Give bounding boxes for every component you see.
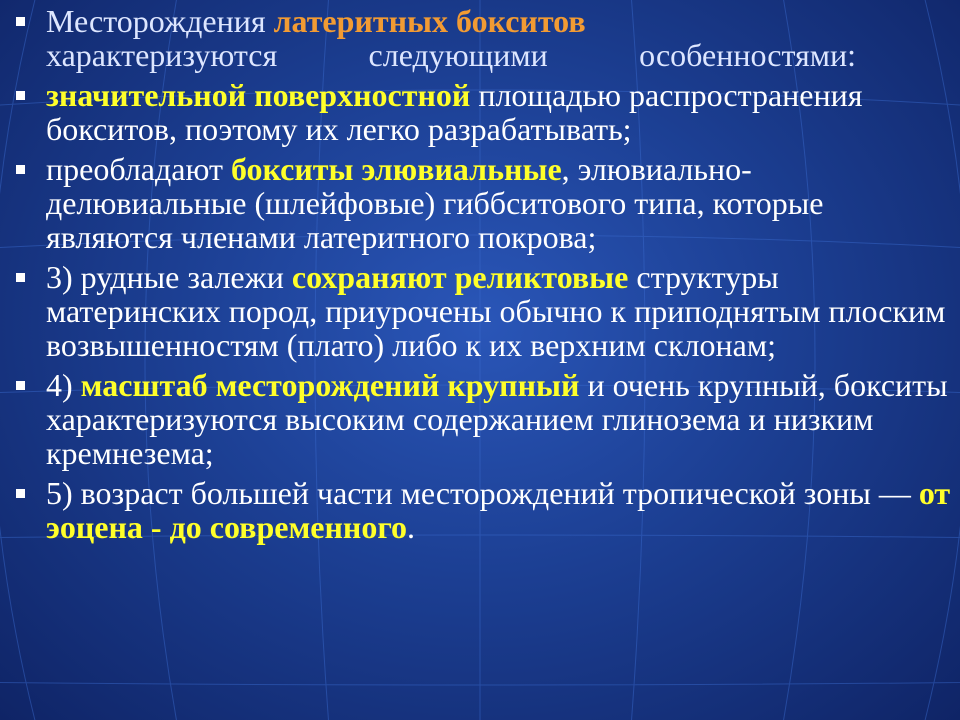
lead-text: преобладают: [46, 151, 231, 187]
bullet-item-surface-area: [8, 78, 952, 146]
intro-text: [46, 4, 952, 72]
bullet-square-icon: [16, 165, 25, 174]
bullet-text: [46, 367, 956, 471]
slide-content: [8, 3, 959, 550]
highlight-text: от эоцена - до современного: [46, 475, 959, 545]
intro-line2: [46, 38, 856, 72]
highlight-text: масштаб месторождений крупный: [80, 367, 580, 403]
bullet-square-icon: [16, 381, 25, 390]
lead-text: 4): [46, 367, 81, 403]
lead-text: 3) рудные залежи: [46, 259, 292, 295]
lead-text: 5) возраст большей части месторождений тропической зоны —: [46, 475, 919, 511]
bullet-text: [46, 260, 952, 362]
body-text: и очень крупный, бокситы характеризуются высоким содержанием глинозема и низким кремнезема;: [46, 367, 956, 471]
bullet-square-icon: [16, 91, 25, 100]
body-text: , элювиально-делювиальные (шлейфовые) гиббситового типа, которые являются членами латеритного покрова;: [46, 151, 832, 255]
bullet-square-icon: [16, 273, 25, 282]
bullet-text: [46, 78, 952, 146]
intro-word-3: особенностями:: [639, 37, 856, 73]
intro-word-1: характеризуются: [46, 37, 278, 73]
bullet-item-age: [8, 475, 959, 545]
bullet-square-icon: [16, 17, 25, 26]
highlight-text: бокситы элювиальные: [230, 151, 562, 187]
bullet-square-icon: [16, 489, 25, 498]
intro-word-2: следующими: [368, 37, 548, 73]
body-text: площадью распространения бокситов, поэтому их легко разрабатывать;: [46, 77, 871, 147]
bullet-item-eluvial: [8, 152, 952, 254]
highlight-text: значительной поверхностной: [46, 77, 471, 113]
body-text: .: [407, 509, 416, 545]
bullet-text: [46, 152, 952, 254]
bullet-item-relict-structures: [8, 260, 952, 362]
bullet-item-scale: [8, 367, 956, 471]
bullet-item-intro: [8, 4, 952, 72]
body-text: структуры материнских пород, приурочены обычно к приподнятым плоским возвышенностям (плато) либо к их верхним склонам;: [46, 259, 954, 363]
highlight-text: сохраняют реликтовые: [291, 259, 629, 295]
intro-plain-text: Месторождения: [46, 3, 274, 39]
intro-highlight-text: латеритных бокситов: [273, 3, 586, 39]
bullet-text: [46, 475, 959, 545]
